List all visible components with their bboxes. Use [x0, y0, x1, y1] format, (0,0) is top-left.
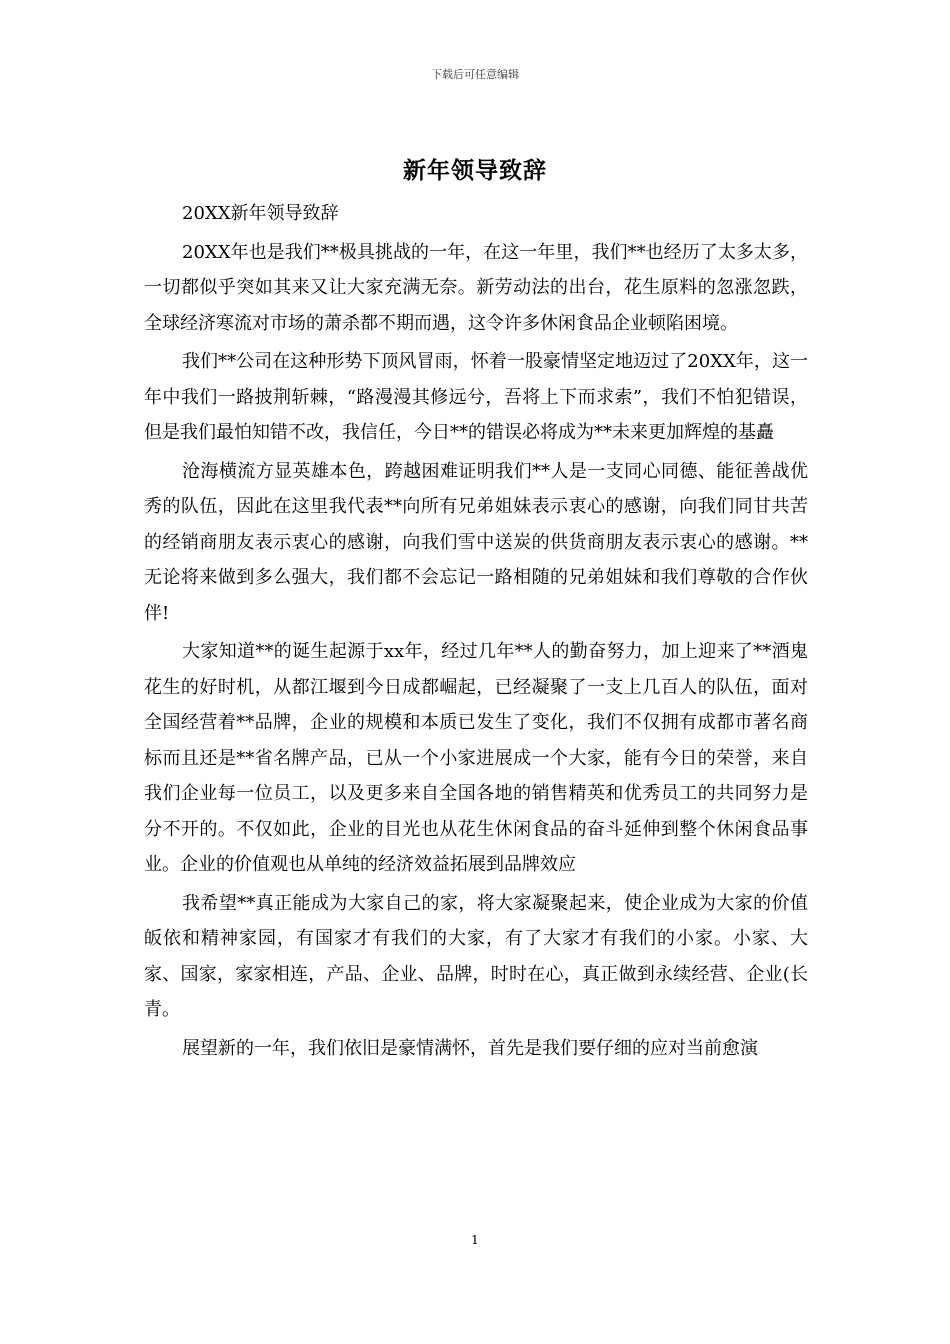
document-title: 新年领导致辞: [403, 157, 547, 184]
document-body: [144, 196, 808, 1069]
paragraph-subtitle: 20XX新年领导致辞: [182, 203, 339, 224]
paragraph: 展望新的一年，我们依旧是豪情满怀，首先是我们要仔细的应对当前愈演: [182, 1037, 758, 1059]
paragraph: 20XX年也是我们**极具挑战的一年，在这一年里，我们**也经历了太多太多，一切都似乎突如其来又让大家充满无奈。新劳动法的出台，花生原料的忽涨忽跌，全球经济寒流对市场的萧杀都不期而遇，这令许多休闲食品企业顿陷困境。: [144, 241, 808, 334]
page-header-note: 下载后可任意编辑: [431, 68, 519, 81]
paragraph: 大家知道**的诞生起源于xx年，经过几年**人的勤奋努力，加上迎来了**酒鬼花生的好时机，从都江堰到今日成都崛起，已经凝聚了一支上几百人的队伍，面对全国经营着**品牌，企业的规模和本质已发生了变化，我们不仅拥有成都市著名商标而且还是**省名牌产品，已从一个小家进展成一个大家，能有今日的荣誉，来自我们企业每一位员工，以及更多来自全国各地的销售精英和优秀员工的共同努力是分不开的。不仅如此，企业的目光也从花生休闲食品的奋斗延伸到整个休闲食品事业。企业的价值观也从单纯的经济效益拓展到品牌效应: [144, 641, 808, 875]
paragraph: 沧海横流方显英雄本色，跨越困难证明我们**人是一支同心同德、能征善战优秀的队伍，因此在这里我代表**向所有兄弟姐妹表示衷心的感谢，向我们同甘共苦的经销商朋友表示衷心的感谢，向我们雪中送炭的供货商朋友表示衷心的感谢。**无论将来做到多么强大，我们都不会忘记一路相随的兄弟姐妹和我们尊敬的合作伙伴!: [144, 460, 808, 624]
paragraph: 我们**公司在这种形势下顶风冒雨，怀着一股豪情坚定地迈过了20XX年，这一年中我们一路披荆斩棘，“路漫漫其修远兮，吾将上下而求索”，我们不怕犯错误，但是我们最怕知错不改，我信任，今日**的错误必将成为**未来更加辉煌的基矗: [144, 351, 808, 443]
paragraph: 我希望**真正能成为大家自己的家，将大家凝聚起来，使企业成为大家的价值皈依和精神家园，有国家才有我们的大家，有了大家才有我们的小家。小家、大家、国家，家家相连，产品、企业、品牌，时时在心，真正做到永续经营、企业(长青。: [144, 892, 808, 1020]
page-number: 1: [471, 1233, 479, 1247]
